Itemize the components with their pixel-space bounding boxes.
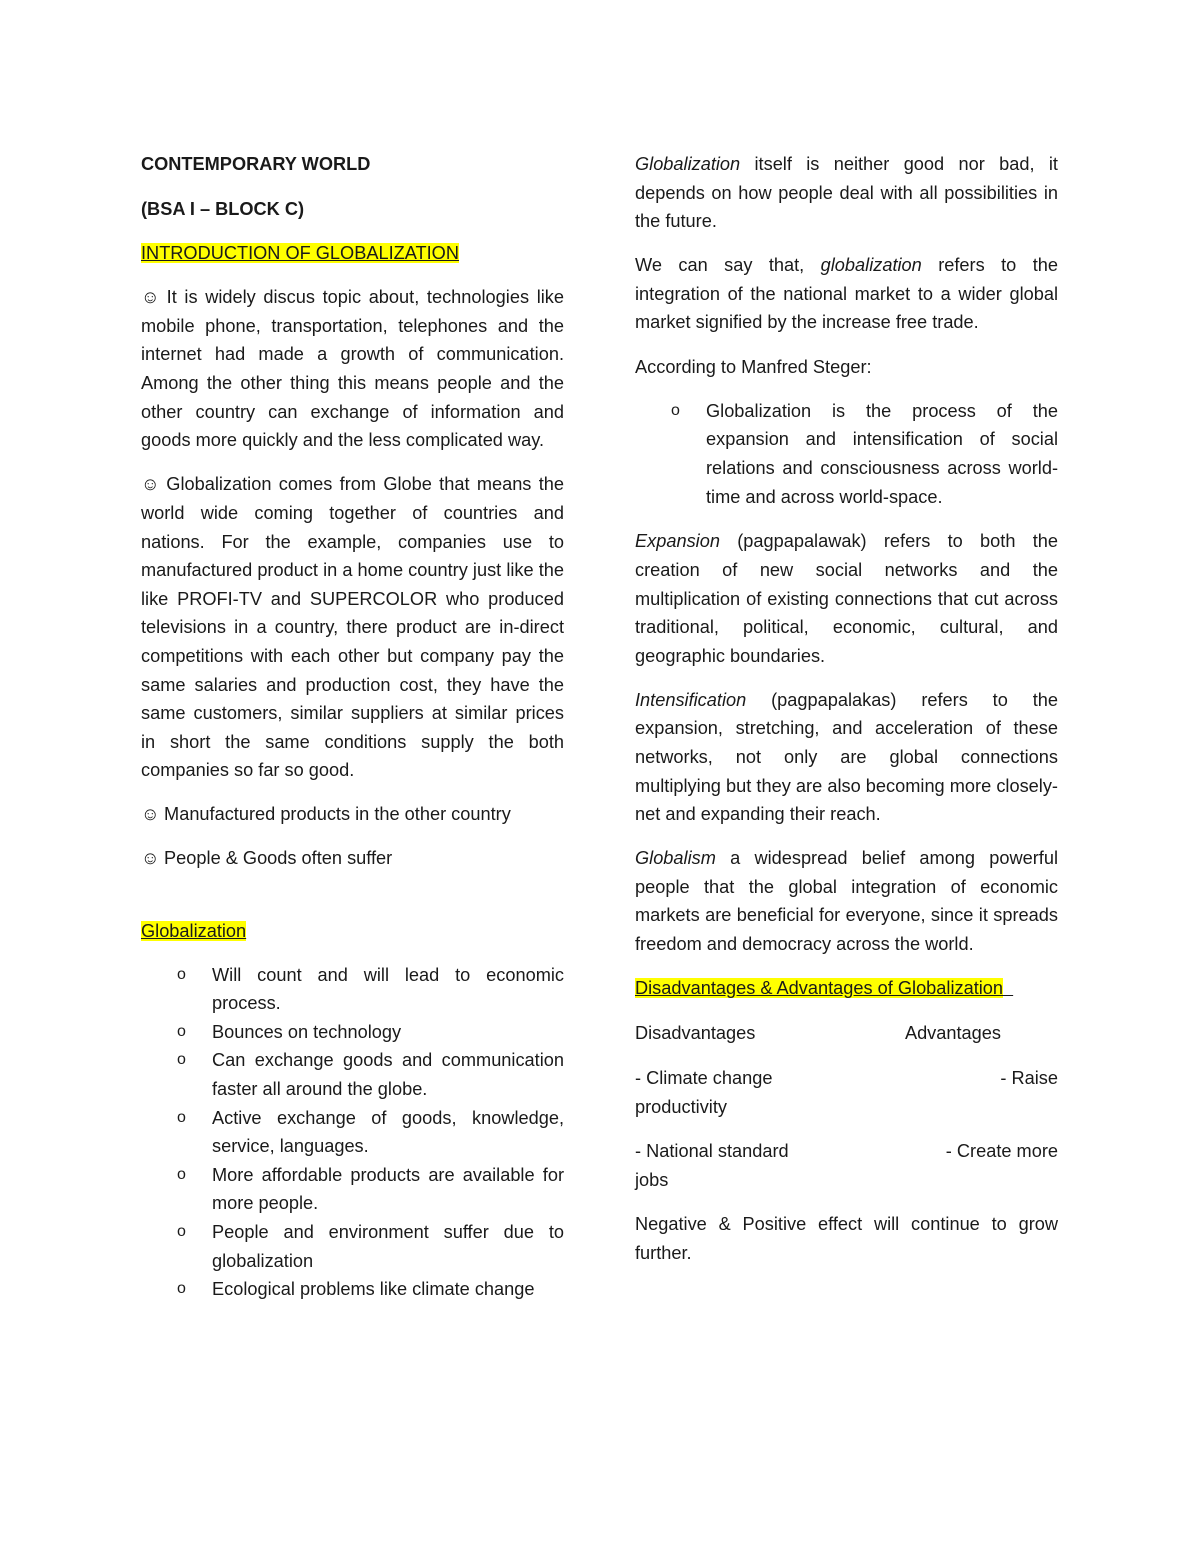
list-item: o Can exchange goods and communication faster all around the globe. bbox=[141, 1046, 564, 1103]
da-labels-row bbox=[635, 1019, 1058, 1049]
blank-line bbox=[141, 889, 564, 917]
left-column bbox=[141, 150, 564, 1319]
disadvantage-item: - Climate change bbox=[635, 1068, 773, 1089]
advantages-label bbox=[905, 1019, 1001, 1049]
intro-paragraph-text: It is widely discus topic about, technologies like mobile phone, transportation, telephones and the internet had made a growth of communication. Among the other thing this means people and the other country can exchange of information and goods more quickly and the less complicated way. bbox=[141, 287, 564, 451]
intro-paragraph-text: People & Goods often suffer bbox=[159, 848, 393, 869]
intro-heading-line bbox=[141, 239, 564, 268]
globalization-list bbox=[141, 961, 564, 1304]
steger-list bbox=[635, 397, 1058, 512]
list-item: o Bounces on technology bbox=[141, 1018, 564, 1047]
intro-paragraph bbox=[141, 800, 564, 829]
list-item: o Globalization is the process of the expansion and intensification of social relations and consciousness across world-time and across world-space. bbox=[635, 397, 1058, 512]
paragraph-text: (pagpapalakas) refers to the expansion, stretching, and acceleration of these networks, not only are global connections multiplying but they are also becoming more closely-net and expanding their reach. bbox=[635, 689, 1058, 825]
advantage-item-continued: jobs bbox=[635, 1169, 669, 1190]
globalization-heading-line bbox=[141, 917, 564, 946]
smiley-icon: ☺ bbox=[141, 474, 160, 495]
list-item: o Ecological problems like climate change bbox=[141, 1275, 564, 1304]
term-globalization: globalization bbox=[820, 255, 922, 276]
paragraph-text: Negative & Positive effect will continue to grow further. bbox=[635, 1213, 1058, 1264]
da-row-1-line bbox=[635, 1064, 1058, 1093]
paragraph-text: (pagpapalawak) refers to both the creation of new social networks and the multiplication of existing connections that cut across traditional, political, economic, cultural, and geographic boundaries. bbox=[635, 531, 1058, 666]
term-intensification: Intensification bbox=[635, 689, 747, 710]
intro-paragraph-text: Manufactured products in the other country bbox=[159, 804, 511, 825]
list-item: o Active exchange of goods, knowledge, service, languages. bbox=[141, 1104, 564, 1161]
advantage-item: - Raise bbox=[1000, 1068, 1058, 1089]
list-item: o More affordable products are available for more people. bbox=[141, 1161, 564, 1218]
da-heading-highlight bbox=[635, 978, 1003, 998]
integration-paragraph bbox=[635, 251, 1058, 337]
disadvantages-label bbox=[635, 1019, 755, 1049]
right-column bbox=[635, 150, 1058, 1283]
term-expansion: Expansion bbox=[635, 531, 720, 552]
intro-paragraph bbox=[141, 844, 564, 873]
intro-heading: INTRODUCTION OF GLOBALIZATION bbox=[141, 243, 459, 264]
da-row-2 bbox=[635, 1137, 1058, 1194]
advantages-label-text: Advantages bbox=[904, 1023, 1001, 1044]
paragraph-text: refers to the integration of the national market to a wider global market signified by the increase free trade. bbox=[635, 255, 1058, 333]
disadvantages-label-text: Disadvantages bbox=[635, 1023, 756, 1044]
list-item: o Will count and will lead to economic process. bbox=[141, 961, 564, 1018]
da-row-2-line bbox=[635, 1137, 1058, 1166]
paragraph-text: a widespread belief among powerful people that the global integration of economic markets are beneficial for everyone, since it spreads freedom and democracy across the world. bbox=[635, 848, 1058, 955]
intro-paragraph bbox=[141, 470, 564, 785]
expansion-paragraph bbox=[635, 527, 1058, 670]
advantage-item: - Create more bbox=[945, 1141, 1058, 1162]
da-heading: Disadvantages & Advantages of Globalization bbox=[635, 978, 1004, 999]
intro-paragraph-text: Globalization comes from Globe that means the world wide coming together of countries and nations. For the example, companies use to manufactured product in a home country just like the like PROFI-TV and SUPERCOLOR who produced televisions in a country, there product are in-direct competitions with each other but company pay the same salaries and production cost, they have the same customers, similar suppliers at similar prices in short the same conditions supply the both companies so far so good. bbox=[141, 474, 564, 781]
term-globalism: Globalism bbox=[635, 848, 716, 869]
globalism-paragraph bbox=[635, 844, 1058, 958]
steger-intro: According to Manfred Steger: bbox=[635, 356, 872, 377]
advantage-item-continued: productivity bbox=[635, 1096, 727, 1117]
disadvantage-item: - National standard bbox=[635, 1141, 789, 1162]
paragraph-text: itself is neither good nor bad, it depends on how people deal with all possibilities in the future. bbox=[635, 154, 1058, 232]
smiley-icon: ☺ bbox=[141, 804, 160, 825]
paragraph-text: We can say that, bbox=[635, 255, 821, 276]
globalization-heading: Globalization bbox=[141, 920, 247, 941]
heading-underline-tail bbox=[1003, 978, 1013, 998]
final-paragraph bbox=[635, 1210, 1058, 1268]
list-item: o People and environment suffer due to globalization bbox=[141, 1218, 564, 1275]
intro-paragraph bbox=[141, 283, 564, 455]
da-heading-line bbox=[635, 974, 1058, 1004]
document-title: CONTEMPORARY WORLD bbox=[141, 154, 371, 174]
intensification-paragraph bbox=[635, 686, 1058, 829]
globalization-definition bbox=[635, 150, 1058, 236]
term-globalization: Globalization bbox=[635, 154, 741, 174]
smiley-icon: ☺ bbox=[141, 848, 160, 869]
document-subtitle: (BSA I – BLOCK C) bbox=[141, 198, 305, 219]
da-row-1 bbox=[635, 1064, 1058, 1121]
smiley-icon: ☺ bbox=[141, 287, 160, 308]
